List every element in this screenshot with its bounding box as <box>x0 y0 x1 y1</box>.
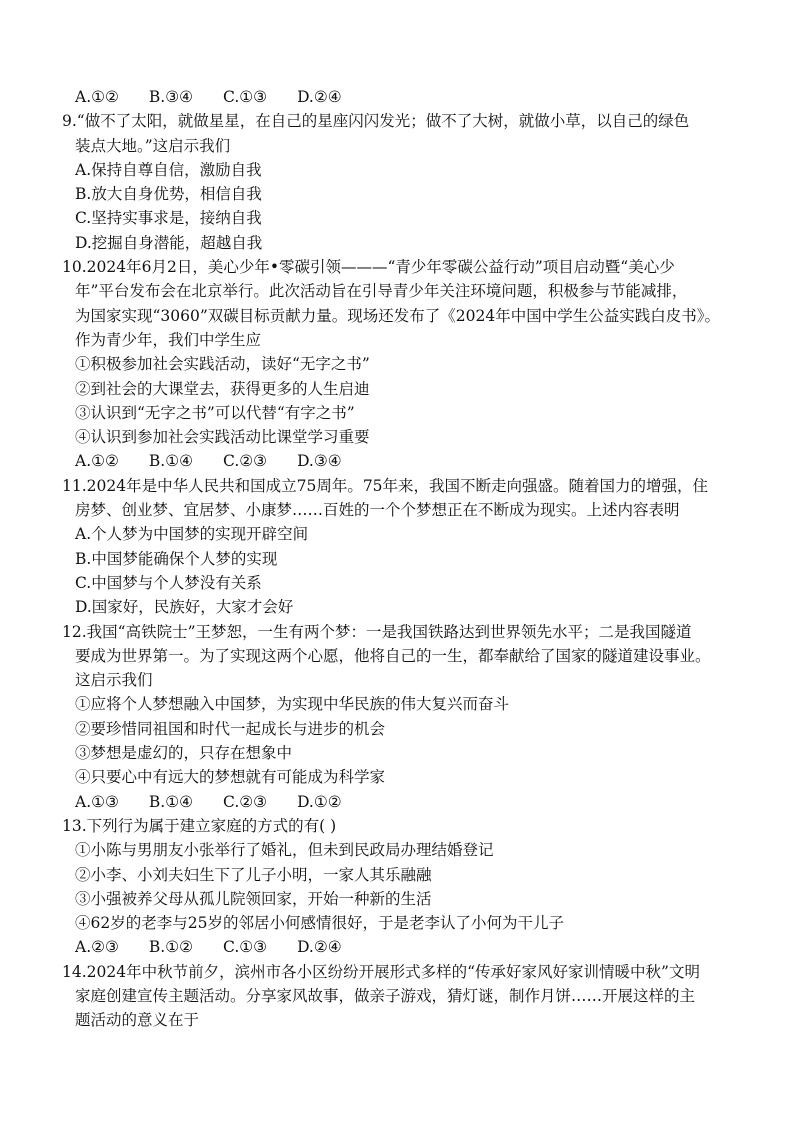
question-12-options <box>62 790 742 814</box>
option-b: B.①④ <box>148 452 194 471</box>
question-10-statement-1: ①积极参加社会实践活动，读好“无字之书” <box>75 355 370 374</box>
question-11-stem-line: 房梦、创业梦、宜居梦、小康梦……百姓的一个个梦想正在不断成为现实。上述内容表明 <box>75 501 680 520</box>
option-c: C.②③ <box>223 452 268 471</box>
question-9-choice-a: A.保持自尊自信，激励自我 <box>75 160 262 179</box>
option-d: D.③④ <box>297 452 342 471</box>
option-d: D.②④ <box>297 88 342 106</box>
question-11-choice-c: C.中国梦与个人梦没有关系 <box>75 573 262 592</box>
option-c: C.①③ <box>223 938 268 957</box>
option-a: A.①③ <box>75 792 119 811</box>
option-d: D.①② <box>297 792 342 811</box>
question-12-statement-2: ②要珍惜同祖国和时代一起成长与进步的机会 <box>75 719 386 738</box>
question-13-statement-2: ②小李、小刘夫妇生下了儿子小明，一家人其乐融融 <box>75 865 432 884</box>
question-10-stem-line: 为国家实现“3060”双碳目标贡献力量。现场还发布了《2024年中国中学生公益实践白皮书》。 <box>75 306 720 325</box>
option-b: B.①④ <box>148 792 194 811</box>
exam-page <box>62 85 742 1033</box>
question-14-stem-line: 家庭创建宣传主题活动。分享家风故事，做亲子游戏，猜灯谜，制作月饼……开展这样的主 <box>75 986 696 1005</box>
option-b: B.①② <box>148 938 194 957</box>
question-12 <box>62 620 742 814</box>
question-11-choice-b: B.中国梦能确保个人梦的实现 <box>75 549 278 568</box>
question-10-statement-4: ④认识到参加社会实践活动比课堂学习重要 <box>75 428 370 447</box>
question-9-choice-d: D.挖掘自身潜能，超越自我 <box>75 233 263 252</box>
question-10-stem-line: 10.2024年6月2日，美心少年•零碳引领———“青少年零碳公益行动”项目启动暨“美心少 <box>62 258 675 277</box>
question-13-options <box>62 935 742 959</box>
question-10 <box>62 255 742 474</box>
option-c: C.①③ <box>223 88 268 106</box>
question-12-stem-line: 12.我国“高铁院士”王梦恕，一生有两个梦：一是我国铁路达到世界领先水平；二是我国隧道 <box>62 622 692 641</box>
question-13-statement-3: ③小强被养父母从孤儿院领回家，开始一种新的生活 <box>75 889 432 908</box>
question-11-choice-d: D.国家好，民族好，大家才会好 <box>75 598 294 617</box>
question-13-stem-line: 13.下列行为属于建立家庭的方式的有( ) <box>62 816 337 835</box>
question-10-statement-3: ③认识到“无字之书”可以代替“有字之书” <box>75 403 355 422</box>
option-a: A.②③ <box>75 938 119 957</box>
question-12-stem-line: 这启示我们 <box>75 671 153 690</box>
question-14-stem-line: 14.2024年中秋节前夕，滨州市各小区纷纷开展形式多样的“传承好家风好家训情暖中秋”文明 <box>62 962 700 981</box>
question-9-choice-c: C.坚持实事求是，接纳自我 <box>75 209 262 228</box>
question-13-statement-1: ①小陈与男朋友小张举行了婚礼，但未到民政局办理结婚登记 <box>75 841 494 860</box>
question-11 <box>62 474 742 620</box>
question-11-choice-a: A.个人梦为中国梦的实现开辟空间 <box>75 525 309 544</box>
question-13 <box>62 814 742 960</box>
question-12-stem-line: 要成为世界第一。为了实现这两个心愿，他将自己的一生，都奉献给了国家的隧道建设事业。 <box>75 646 711 665</box>
question-10-options <box>62 449 742 473</box>
question-10-stem-line: 作为青少年，我们中学生应 <box>75 330 262 349</box>
option-a: A.①② <box>75 88 119 106</box>
question-12-statement-3: ③梦想是虚幻的，只存在想象中 <box>75 744 293 763</box>
question-9 <box>62 109 742 255</box>
question-10-stem-line: 年”平台发布会在北京举行。此次活动旨在引导青少年关注环境问题，积极参与节能减排， <box>75 282 688 301</box>
option-c: C.②③ <box>223 792 268 811</box>
question-9-stem-line: 9.“做不了太阳，就做星星，在自己的星座闪闪发光；做不了大树，就做小草，以自己的绿色 <box>62 112 690 131</box>
question-10-statement-2: ②到社会的大课堂去，获得更多的人生启迪 <box>75 379 370 398</box>
question-9-choice-b: B.放大自身优势，相信自我 <box>75 185 262 204</box>
option-d: D.②④ <box>297 938 342 957</box>
question-14-stem-line: 题活动的意义在于 <box>75 1011 200 1030</box>
question-11-stem-line: 11.2024年是中华人民共和国成立75周年。75年来，我国不断走向强盛。随着国力的增强，住 <box>62 476 709 495</box>
question-9-stem-line: 装点大地。”这启示我们 <box>75 136 231 155</box>
question-12-statement-1: ①应将个人梦想融入中国梦，为实现中华民族的伟大复兴而奋斗 <box>75 695 510 714</box>
option-a: A.①② <box>75 452 119 471</box>
question-12-statement-4: ④只要心中有远大的梦想就有可能成为科学家 <box>75 768 386 787</box>
q8-options <box>62 85 742 109</box>
option-b: B.③④ <box>148 88 194 106</box>
question-14 <box>62 960 742 1033</box>
question-13-statement-4: ④62岁的老李与25岁的邻居小何感情很好，于是老李认了小何为干儿子 <box>75 914 564 933</box>
